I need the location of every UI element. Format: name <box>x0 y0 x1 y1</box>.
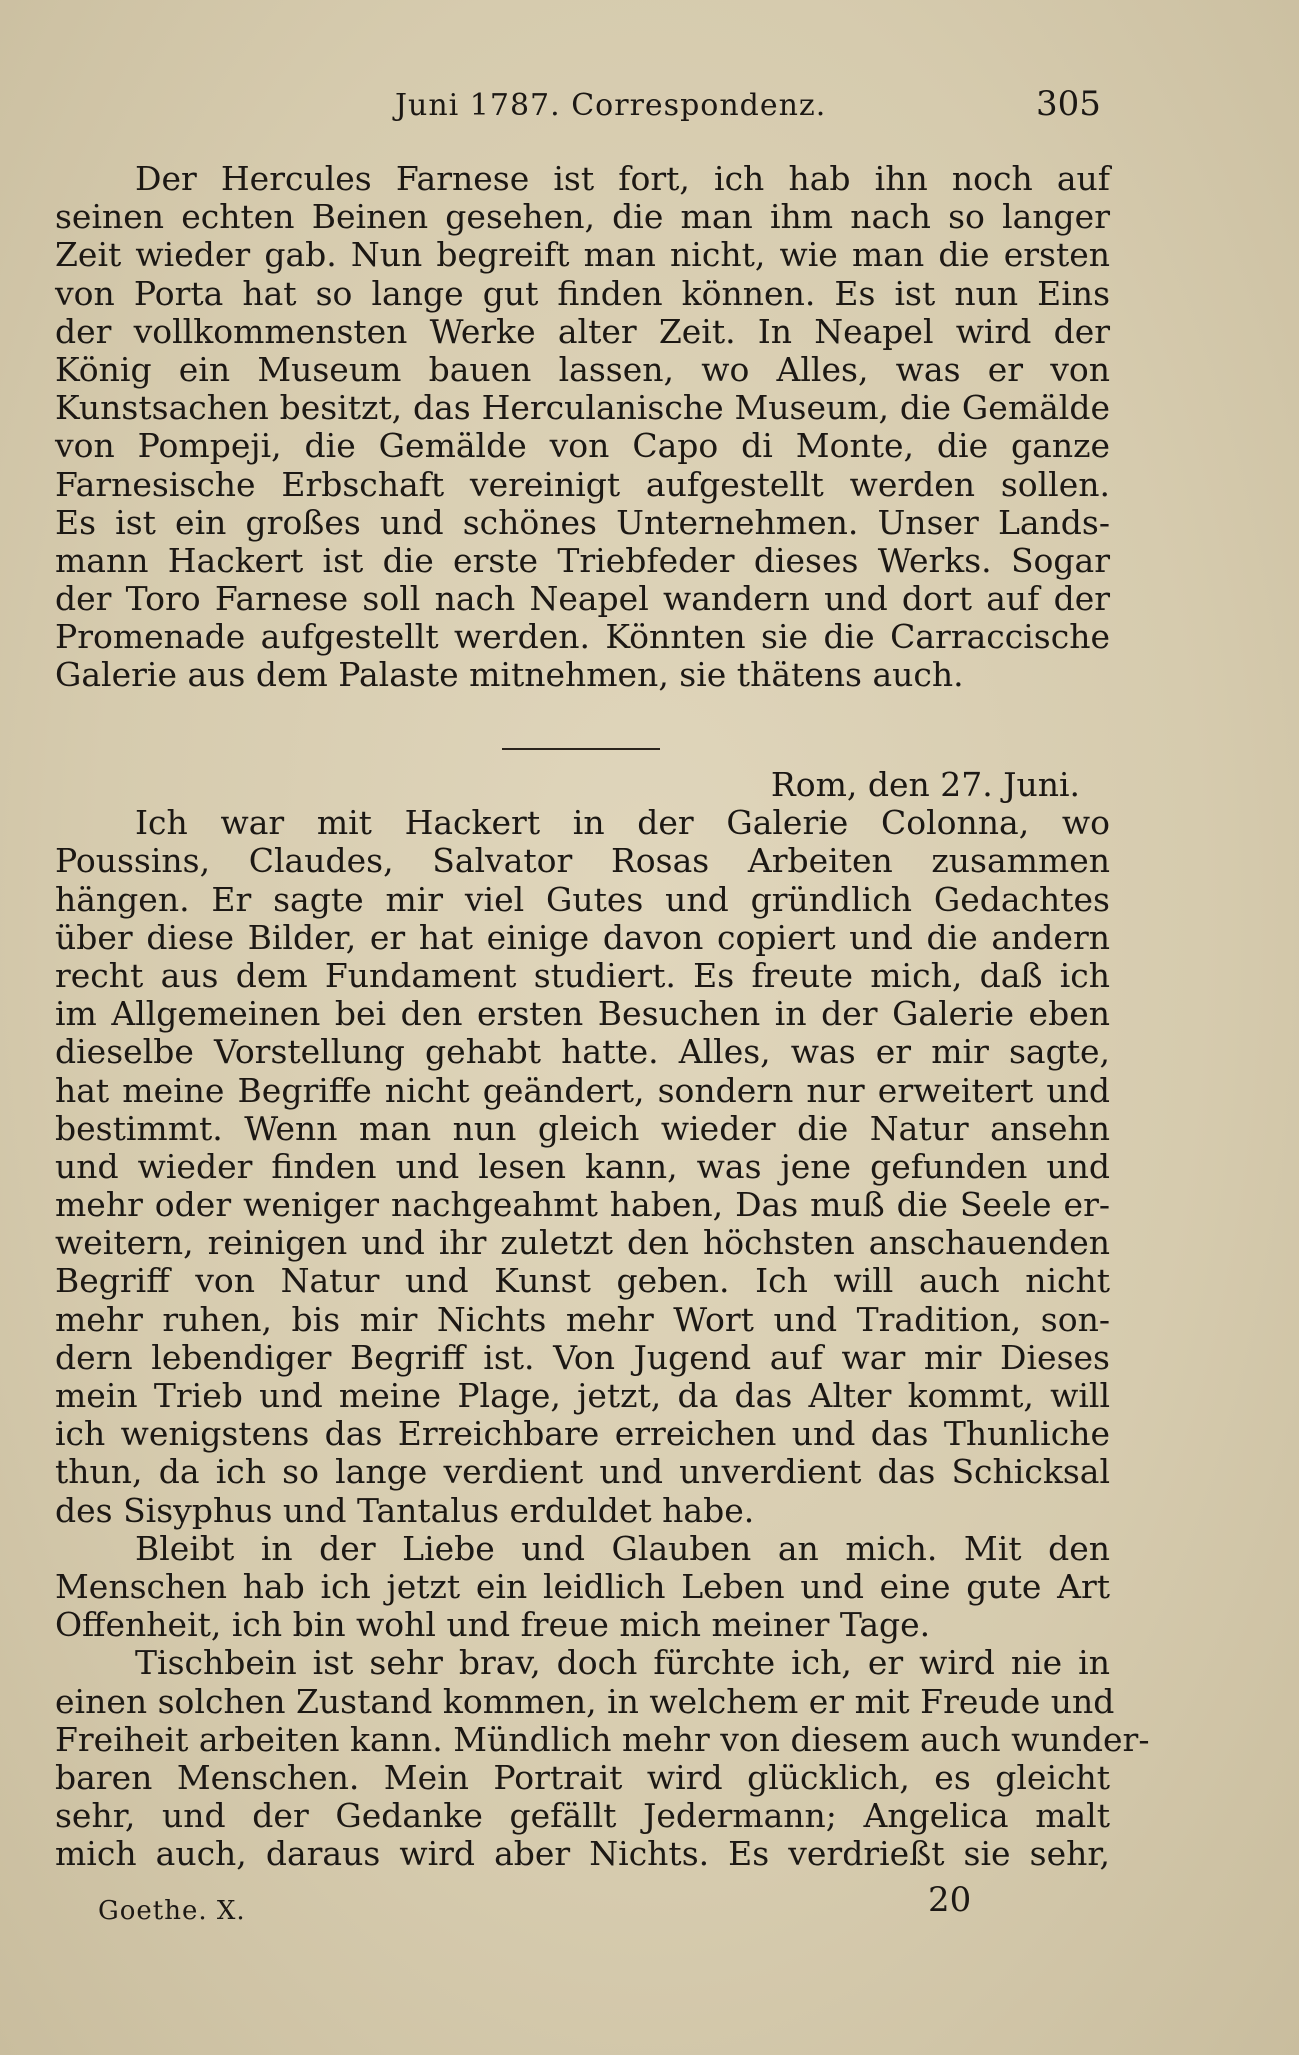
text-line: der Toro Farnese soll nach Neapel wandern und dort auf der <box>55 579 1110 619</box>
text-line: Poussins, Claudes, Salvator Rosas Arbeiten zusammen <box>55 841 1110 881</box>
text-line: Promenade aufgestellt werden. Könnten sie die Carraccische <box>55 617 1110 657</box>
text-line: von Porta hat so lange gut finden können. Es ist nun Eins <box>55 273 1110 313</box>
volume-signature: Goethe. X. <box>98 1896 246 1926</box>
text-line: bestimmt. Wenn man nun gleich wieder die Natur ansehn <box>55 1108 1110 1148</box>
paragraph-hercules <box>55 160 1110 695</box>
text-line: über diese Bilder, er hat einige davon copiert und die andern <box>55 917 1110 957</box>
text-line: ich wenigstens das Erreichbare erreichen und das Thunliche <box>55 1414 1110 1454</box>
text-line: weitern, reinigen und ihr zuletzt den höchsten anschauenden <box>55 1223 1110 1263</box>
text-line: des Sisyphus und Tantalus erduldet habe. <box>55 1490 755 1530</box>
text-line: hat meine Begriffe nicht geändert, sondern nur erweitert und <box>55 1070 1110 1110</box>
section-divider <box>502 748 660 750</box>
text-line: von Pompeji, die Gemälde von Capo di Monte, die ganze <box>55 426 1110 466</box>
text-line: einen solchen Zustand kommen, in welchem er mit Freude und <box>55 1681 1115 1721</box>
text-line: Offenheit, ich bin wohl und freue mich meiner Tage. <box>55 1605 931 1645</box>
text-line: mehr oder weniger nachgeahmt haben, Das muß die Seele er- <box>55 1185 1110 1225</box>
text-line: Der Hercules Farnese ist fort, ich hab ihn noch auf <box>135 159 1110 198</box>
text-line: Zeit wieder gab. Nun begreift man nicht, wie man die ersten <box>55 235 1110 275</box>
letter-rome-27-june <box>55 765 1150 1874</box>
text-line: mein Trieb und meine Plage, jetzt, da das Alter kommt, will <box>55 1376 1110 1415</box>
dateline: Rom, den 27. Juni. <box>770 765 1080 804</box>
text-line: Bleibt in der Liebe und Glauben an mich. Mit den <box>135 1528 1110 1568</box>
text-line: dieselbe Vorstellung gehabt hatte. Alles, was er mir sagte, <box>55 1032 1110 1072</box>
text-line: Ich war mit Hackert in der Galerie Colonna, wo <box>135 803 1110 843</box>
text-line: im Allgemeinen bei den ersten Besuchen in der Galerie eben <box>55 994 1110 1034</box>
text-line: mann Hackert ist die erste Triebfeder dieses Werks. Sogar <box>55 540 1110 580</box>
text-line: und wieder finden und lesen kann, was jene gefunden und <box>55 1146 1110 1186</box>
text-line: der vollkommensten Werke alter Zeit. In Neapel wird der <box>55 311 1110 351</box>
text-line: Begriff von Natur und Kunst geben. Ich will auch nicht <box>55 1261 1110 1301</box>
text-line: Farnesische Erbschaft vereinigt aufgestellt werden sollen. <box>55 464 1110 504</box>
text-line: Menschen hab ich jetzt ein leidlich Leben und eine gute Art <box>55 1566 1110 1606</box>
text-line: Galerie aus dem Palaste mitnehmen, sie thätens auch. <box>55 655 964 695</box>
text-line: baren Menschen. Mein Portrait wird glücklich, es gleicht <box>55 1757 1110 1797</box>
sheet-signature: 20 <box>928 1880 972 1920</box>
text-line: mehr ruhen, bis mir Nichts mehr Wort und Tradition, son- <box>55 1299 1110 1339</box>
text-line: Kunstsachen besitzt, das Herculanische Museum, die Gemälde <box>55 388 1110 428</box>
text-line: sehr, und der Gedanke gefällt Jedermann; Angelica malt <box>55 1796 1110 1836</box>
page-number: 305 <box>1036 84 1101 124</box>
text-line: hängen. Er sagte mir viel Gutes und gründlich Gedachtes <box>55 879 1110 919</box>
text-line: Freiheit arbeiten kann. Mündlich mehr von diesem auch wunder- <box>55 1719 1150 1759</box>
text-line: König ein Museum bauen lassen, wo Alles, was er von <box>55 349 1110 389</box>
text-line: recht aus dem Fundament studiert. Es freute mich, daß ich <box>55 955 1110 995</box>
text-line: mich auch, daraus wird aber Nichts. Es verdrießt sie sehr, <box>55 1834 1110 1874</box>
text-line: Tischbein ist sehr brav, doch fürchte ich, er wird nie in <box>135 1643 1110 1683</box>
text-line: thun, da ich so lange verdient und unverdient das Schicksal <box>55 1452 1110 1492</box>
text-line: dern lebendiger Begriff ist. Von Jugend auf war mir Dieses <box>55 1337 1110 1377</box>
text-line: seinen echten Beinen gesehen, die man ihm nach so langer <box>55 197 1110 237</box>
text-line: Es ist ein großes und schönes Unternehmen. Unser Lands- <box>55 502 1110 542</box>
running-header: Juni 1787. Correspondenz. <box>395 88 827 123</box>
